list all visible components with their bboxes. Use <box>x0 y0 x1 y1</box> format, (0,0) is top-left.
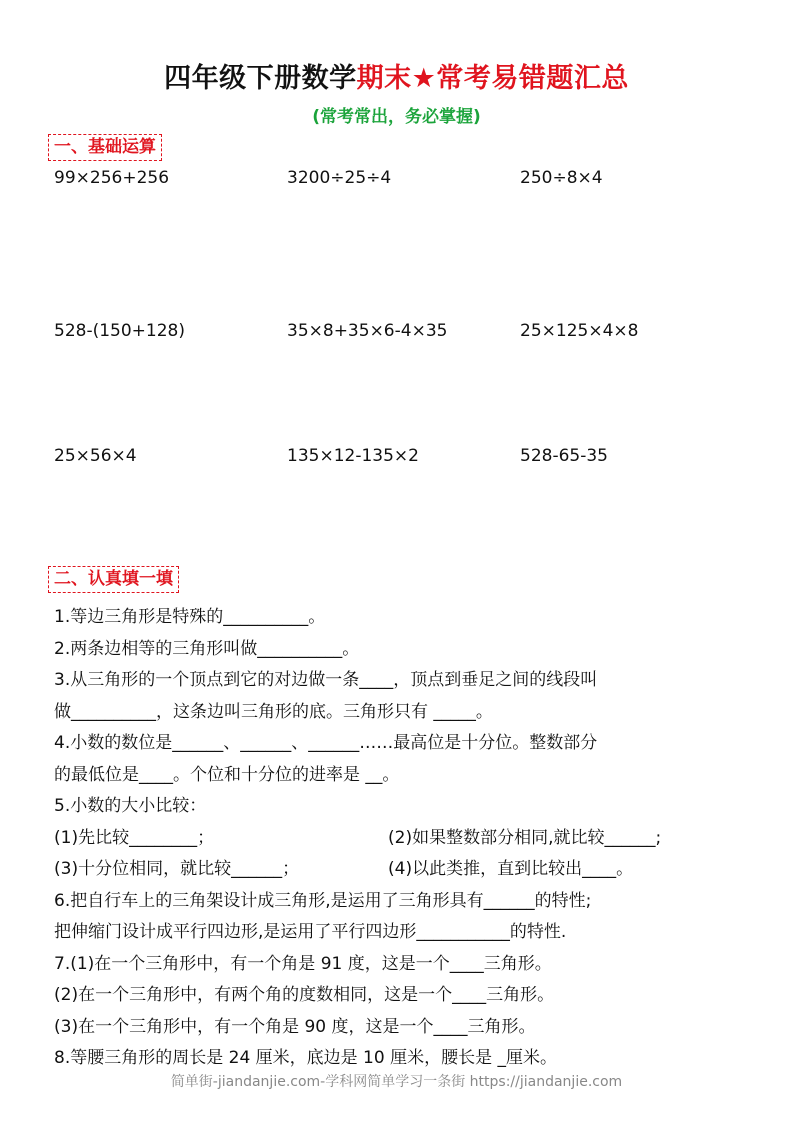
calc-row-2 <box>0 321 793 345</box>
question-4-line-1: 4.小数的数位是______、______、______……最高位是十分位。整数部分 <box>54 733 598 753</box>
question-6-line-1: 6.把自行车上的三角架设计成三角形,是运用了三角形具有______的特性; <box>54 890 592 911</box>
question-3-line-2: 做__________，这条边叫三角形的底。三角形只有 _____。 <box>54 701 493 722</box>
calc-item: 250÷8×4 <box>520 168 603 188</box>
question-2: 2.两条边相等的三角形叫做__________。 <box>54 638 360 659</box>
question-5-2: (2)如果整数部分相同,就比较______; <box>388 827 662 848</box>
calc-item: 25×56×4 <box>54 446 137 466</box>
calc-item: 25×125×4×8 <box>520 321 639 341</box>
calc-row-3 <box>0 446 793 470</box>
question-7-2: (2)在一个三角形中，有两个角的度数相同，这是一个____三角形。 <box>54 985 555 1005</box>
question-5-row-1 <box>54 823 754 855</box>
question-5-4: (4)以此类推，直到比较出____。 <box>388 859 634 879</box>
calc-item: 528-(150+128) <box>54 321 185 341</box>
question-5-3: (3)十分位相同，就比较______； <box>54 859 300 879</box>
question-7-3: (3)在一个三角形中，有一个角是 90 度，这是一个____三角形。 <box>54 1016 536 1037</box>
question-7-1: 7.(1)在一个三角形中，有一个角是 91 度，这是一个____三角形。 <box>54 953 552 974</box>
question-3-line-1: 3.从三角形的一个顶点到它的对边做一条____，顶点到垂足之间的线段叫 <box>54 670 598 690</box>
calc-item: 528-65-35 <box>520 446 608 466</box>
question-8: 8.等腰三角形的周长是 24 厘米，底边是 10 厘米，腰长是 _厘米。 <box>54 1048 558 1068</box>
calc-item: 99×256+256 <box>54 168 170 188</box>
question-1: 1.等边三角形是特殊的__________。 <box>54 607 326 627</box>
page-footer: 简单街-jiandanjie.com-学科网简单学习一条街 https://jiandanjie.com <box>170 1074 623 1090</box>
question-4-line-2: 的最低位是____。个位和十分位的进率是 __。 <box>54 764 400 785</box>
fill-in-questions <box>54 602 754 1075</box>
calc-item: 135×12-135×2 <box>287 446 419 466</box>
calc-item: 35×8+35×6-4×35 <box>287 321 448 341</box>
question-5-row-2 <box>54 854 754 886</box>
title-red-part: 期末★常考易错题汇总 <box>356 63 629 94</box>
calc-row-1 <box>0 168 793 192</box>
page-subtitle: (常考常出，务必掌握) <box>312 107 481 127</box>
section1-heading: 一、基础运算 <box>48 134 162 161</box>
question-5-1: (1)先比较________； <box>54 827 215 848</box>
title-black-part: 四年级下册数学 <box>164 63 357 94</box>
section2-heading: 二、认真填一填 <box>48 566 179 593</box>
calc-item: 3200÷25÷4 <box>287 168 392 188</box>
question-5: 5.小数的大小比较： <box>54 796 207 816</box>
question-6-line-2: 把伸缩门设计成平行四边形,是运用了平行四边形___________的特性. <box>54 922 567 942</box>
page-title <box>0 56 793 95</box>
